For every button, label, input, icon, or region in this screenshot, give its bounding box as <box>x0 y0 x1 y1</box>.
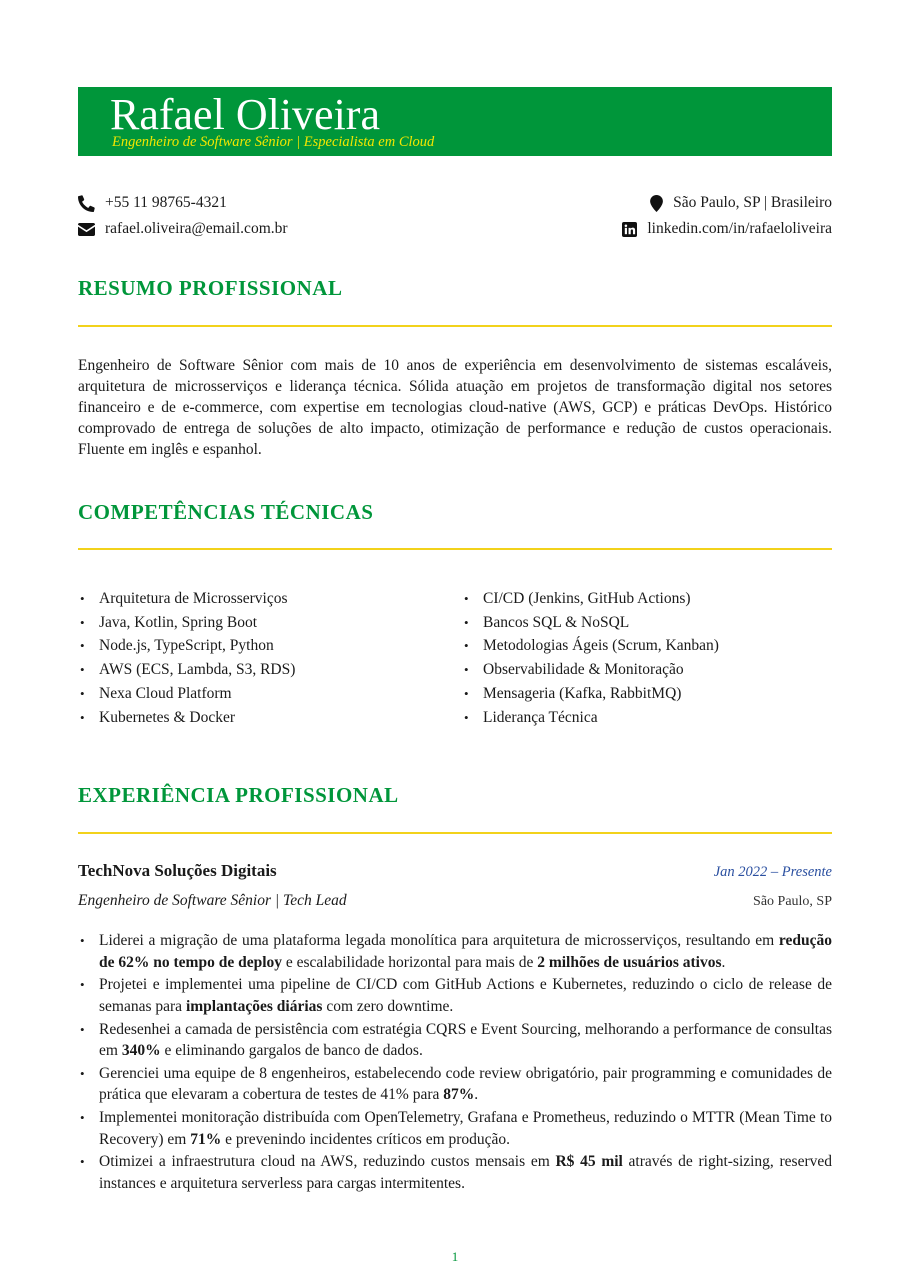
skill-item: • Java, Kotlin, Spring Boot <box>78 611 448 635</box>
linkedin-icon <box>622 222 637 237</box>
section-divider <box>78 832 832 834</box>
email-link[interactable]: rafael.oliveira@email.com.br <box>105 220 288 237</box>
skill-item: • Liderança Técnica <box>462 706 832 730</box>
skill-item: • Bancos SQL & NoSQL <box>462 611 832 635</box>
highlight-metric: redução de 62% no tempo de deploy <box>99 932 832 971</box>
candidate-name: Rafael Oliveira <box>110 90 380 139</box>
skill-item: • Kubernetes & Docker <box>78 706 448 730</box>
list-item: • Projetei e implementei uma pipeline de CI/CD com GitHub Actions e Kubernetes, reduzindo o ciclo de release de semanas para implantações diárias com zero downtime. <box>78 974 832 1017</box>
job-dates: Jan 2022 – Presente <box>713 864 832 880</box>
section-divider <box>78 325 832 327</box>
section-title-skills: COMPETÊNCIAS TÉCNICAS <box>78 500 374 524</box>
job-role: Engenheiro de Software Sênior | Tech Lead <box>78 892 347 909</box>
summary-text: Engenheiro de Software Sênior com mais de 10 anos de experiência em desenvolvimento de sistemas escaláveis, arquitetura de microsserviços e liderança técnica. Sólida atuação em projetos de transformação digital nos setores financeiro e de e-commerce, com expertise em tecnologias cloud-native (AWS, GCP) e práticas DevOps. Histórico comprovado de entrega de soluções de alto impacto, otimização de performance e redução de custos operacionais. Fluente em inglês e espanhol. <box>78 357 832 458</box>
section-title-summary: RESUMO PROFISSIONAL <box>78 276 343 300</box>
skill-item: • Nexa Cloud Platform <box>78 682 448 706</box>
skills-list-left <box>78 587 448 729</box>
highlight-metric: 71% <box>190 1130 222 1148</box>
map-pin-icon <box>650 195 663 212</box>
list-item: • Implementei monitoração distribuída com OpenTelemetry, Grafana e Prometheus, reduzindo o MTTR (Mean Time to Recovery) em 71% e prevenindo incidentes críticos em produção. <box>78 1107 832 1150</box>
candidate-subtitle: Engenheiro de Software Sênior | Especialista em Cloud <box>112 134 435 150</box>
highlight-metric: 87% <box>443 1086 475 1104</box>
linkedin-link[interactable]: linkedin.com/in/rafaeloliveira <box>647 220 832 237</box>
contact-location <box>650 194 832 212</box>
skill-item: • Arquitetura de Microsserviços <box>78 587 448 611</box>
contact-linkedin <box>622 220 832 238</box>
phone-text: +55 11 98765-4321 <box>105 194 227 211</box>
skill-item: • Metodologias Ágeis (Scrum, Kanban) <box>462 634 832 658</box>
skill-item: • Observabilidade & Monitoração <box>462 658 832 682</box>
header-banner <box>78 87 832 156</box>
list-item: • Otimizei a infraestrutura cloud na AWS, reduzindo custos mensais em R$ 45 mil através de right-sizing, reserved instances e arquitetura serverless para cargas intermitentes. <box>78 1151 832 1194</box>
skill-item: • CI/CD (Jenkins, GitHub Actions) <box>462 587 832 611</box>
job-location: São Paulo, SP <box>753 894 832 909</box>
section-divider <box>78 548 832 550</box>
job-company: TechNova Soluções Digitais <box>78 861 277 880</box>
skill-item: • Mensageria (Kafka, RabbitMQ) <box>462 682 832 706</box>
highlight-metric: implantações diárias <box>185 997 323 1015</box>
highlight-metric: R$ 45 mil <box>555 1153 623 1171</box>
skill-item: • Node.js, TypeScript, Python <box>78 634 448 658</box>
skills-list-right <box>462 587 832 729</box>
list-item: • Gerenciei uma equipe de 8 engenheiros, estabelecendo code review obrigatório, pair programming e comunidades de prática que elevaram a cobertura de testes de 41% para 87%. <box>78 1063 832 1106</box>
contact-email <box>78 220 288 238</box>
section-title-experience: EXPERIÊNCIA PROFISSIONAL <box>78 783 399 807</box>
location-text: São Paulo, SP | Brasileiro <box>673 194 832 211</box>
contact-phone <box>78 194 227 212</box>
envelope-icon <box>78 223 95 236</box>
job-achievements-list <box>78 930 832 1196</box>
list-item: • Liderei a migração de uma plataforma legada monolítica para arquitetura de microsserviços, resultando em redução de 62% no tempo de deploy e escalabilidade horizontal para mais de 2 milhões de usuários ativos. <box>78 930 832 973</box>
skill-item: • AWS (ECS, Lambda, S3, RDS) <box>78 658 448 682</box>
highlight-metric: 2 milhões de usuários ativos <box>537 953 722 971</box>
phone-icon <box>78 195 95 212</box>
list-item: • Redesenhei a camada de persistência com estratégia CQRS e Event Sourcing, melhorando a performance de consultas em 340% e eliminando gargalos de banco de dados. <box>78 1019 832 1062</box>
highlight-metric: 340% <box>121 1042 161 1060</box>
page-number: 1 <box>451 1249 459 1264</box>
